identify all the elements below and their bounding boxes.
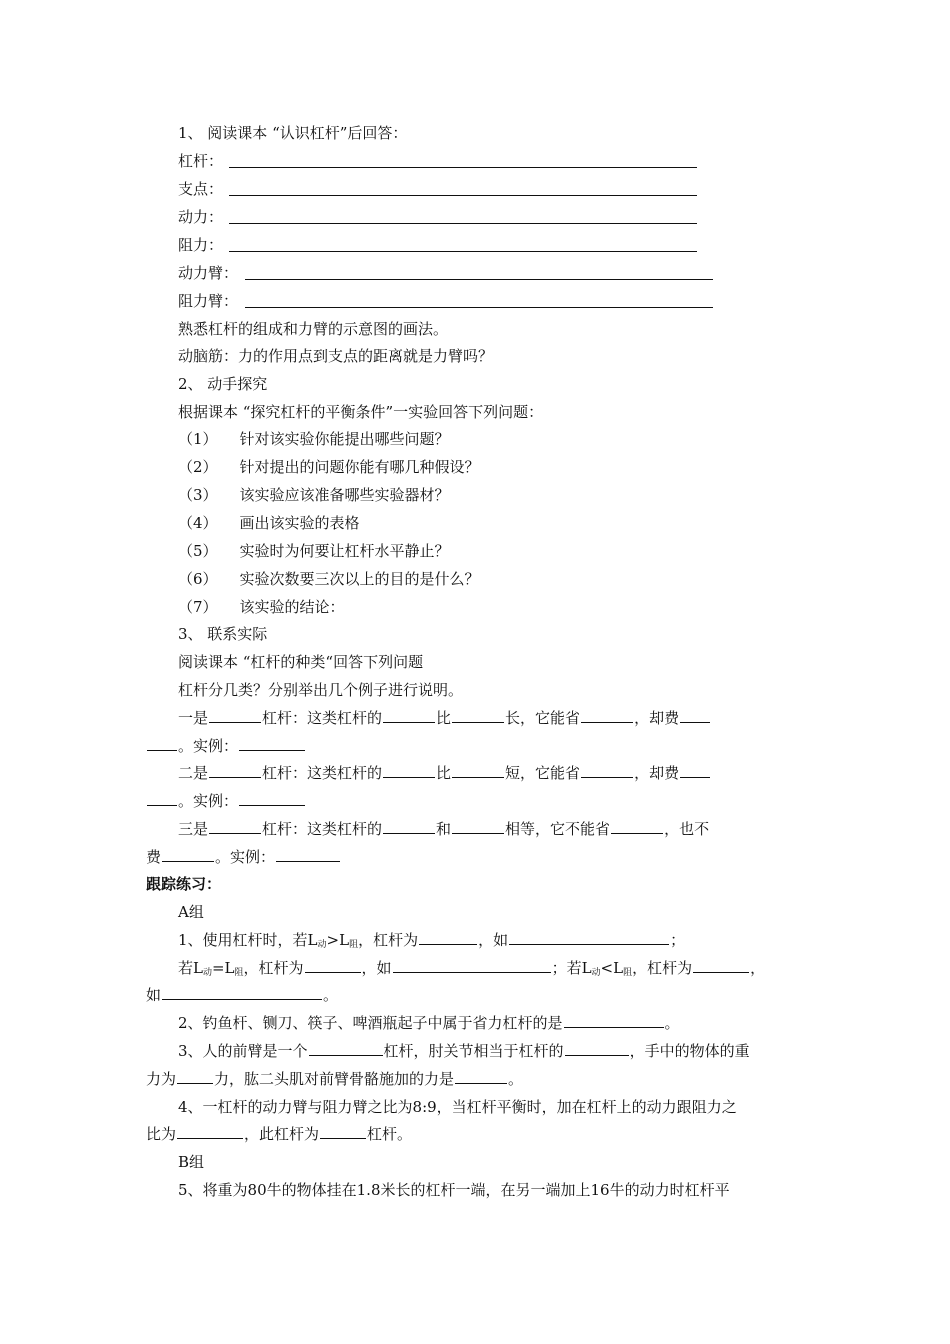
section1-heading: 1、 阅读课本 “认识杠杆”后回答： — [178, 124, 408, 142]
lever-type1-line2: 。实例： — [146, 736, 306, 756]
practice-q2: 2、钓鱼杆、铡刀、筷子、啤酒瓶起子中属于省力杠杆的是 。 — [178, 1014, 680, 1032]
question-item: （5） 实验时为何要让杠杆水平静止？ — [178, 542, 450, 560]
practice-q4-line2: 比为 ，此杠杆为 杠杆。 — [146, 1125, 413, 1143]
field-lever-blank — [229, 167, 697, 168]
section2-intro: 根据课本 “探究杠杆的平衡条件”一实验回答下列问题： — [178, 403, 544, 421]
question-item: （1） 针对该实验你能提出哪些问题？ — [178, 430, 450, 448]
section3-intro: 阅读课本 “杠杆的种类“回答下列问题 — [178, 653, 424, 671]
field-resistance-arm-blank — [245, 307, 713, 308]
section1-note: 熟悉杠杆的组成和力臂的示意图的画法。 — [178, 320, 449, 338]
field-resistance-arm-label: 阻力臂： — [178, 292, 239, 310]
lever-type2-line2: 。实例： — [146, 791, 306, 811]
section1-brain-question: 动脑筋：力的作用点到支点的距离就是力臂吗？ — [178, 347, 494, 365]
question-item: （4） 画出该实验的表格 — [178, 514, 360, 532]
practice-q1-line3: 如 。 — [146, 986, 339, 1004]
group-b-label: B组 — [178, 1153, 205, 1171]
field-fulcrum-label: 支点： — [178, 180, 224, 198]
practice-q3-line2: 力为 力，肱二头肌对前臂骨骼施加的力是 。 — [146, 1070, 524, 1088]
field-effort-label: 动力： — [178, 208, 224, 226]
lever-type2-line1: 二是 杠杆：这类杠杆的 比 短，它能省 ，却费 — [178, 763, 711, 783]
question-item: （6） 实验次数要三次以上的目的是什么？ — [178, 570, 480, 588]
practice-q1-line1: 1、使用杠杆时，若$L_动>L_阻$，杠杆为 ，如 ； — [178, 931, 686, 950]
section2-heading: 2、 动手探究 — [178, 375, 268, 393]
practice-q5: 5、将重为80牛的物体挂在1.8米长的杠杆一端，在另一端加上16牛的动力时杠杆平 — [178, 1181, 730, 1199]
lever-type3-line1: 三是 杠杆：这类杠杆的 和 相等，它不能省 ，也不 — [178, 820, 710, 838]
field-effort-arm-label: 动力臂： — [178, 264, 239, 282]
lever-type3-line2: 费 。实例： — [146, 847, 341, 867]
practice-q1-line2: 若$L_动=L_阻$，杠杆为 ，如 ；若$L_动<L_阻$，杠杆为 ， — [178, 959, 766, 978]
question-item: （3） 该实验应该准备哪些实验器材？ — [178, 486, 450, 504]
question-item: （2） 针对提出的问题你能有哪几种假设？ — [178, 458, 480, 476]
practice-q3-line1: 3、人的前臂是一个 杠杆，肘关节相当于杠杆的 ，手中的物体的重 — [178, 1042, 750, 1060]
group-a-label: A组 — [178, 903, 204, 921]
lever-type1-line1: 一是 杠杆：这类杠杆的 比 长，它能省 ，却费 — [178, 708, 711, 728]
field-effort-arm-blank — [245, 279, 713, 280]
practice-q4-line1: 4、一杠杆的动力臂与阻力臂之比为8:9，当杠杆平衡时，加在杠杆上的动力跟阻力之 — [178, 1098, 737, 1116]
field-lever-label: 杠杆： — [178, 152, 224, 170]
field-effort-blank — [229, 223, 697, 224]
section3-question: 杠杆分几类？分别举出几个例子进行说明。 — [178, 681, 464, 699]
question-item: （7） 该实验的结论： — [178, 598, 345, 616]
practice-title: 跟踪练习： — [146, 875, 222, 893]
section3-heading: 3、 联系实际 — [178, 625, 268, 643]
field-resistance-blank — [229, 251, 697, 252]
field-resistance-label: 阻力： — [178, 236, 224, 254]
field-fulcrum-blank — [229, 195, 697, 196]
